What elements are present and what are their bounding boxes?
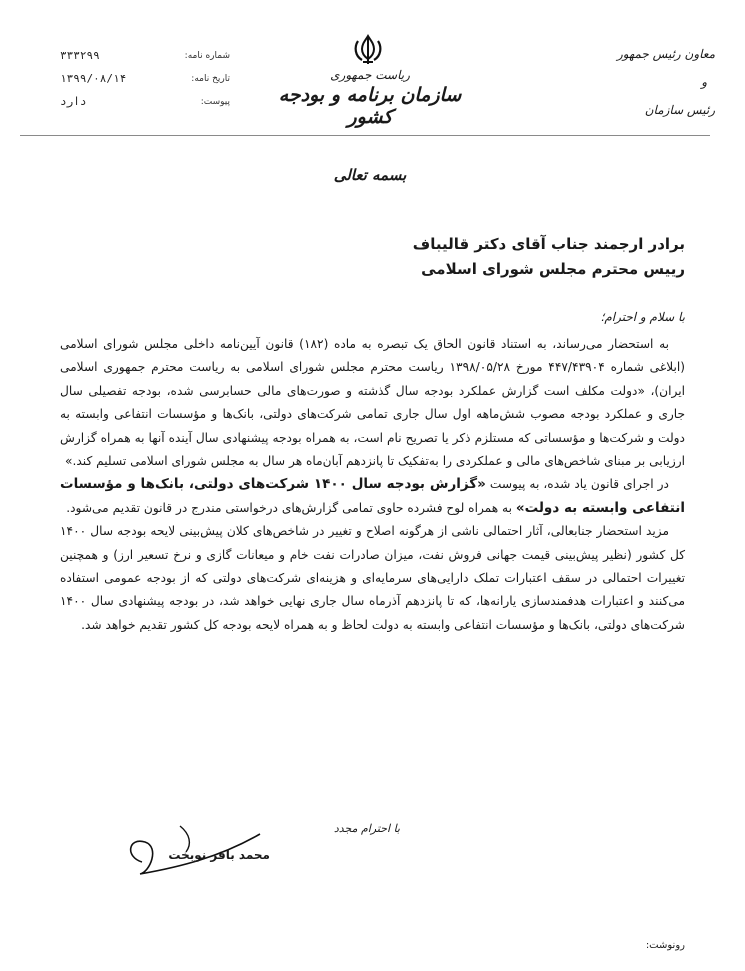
sender-title-amp: و <box>701 75 707 89</box>
addressee-line2: رییس محترم مجلس شورای اسلامی <box>421 260 685 278</box>
letter-date-row <box>60 67 230 90</box>
letter-number-label: شماره نامه: <box>184 50 230 61</box>
body-paragraph-3: مزید استحضار جنابعالی، آثار احتمالی ناشی از هرگونه اصلاح و تغییر در شاخص‌های کلان پیش‌بینی لایحه بودجه سال ۱۴۰۰ کل کشور (نظیر پیش‌بینی قیمت جهانی فروش نفت، میزان صادرات نفت خام و میعانات گازی و نرخ تسعیر ارز) و همچنین تغییرات احتمالی در سقف اعتبارات تملک دارایی‌های سرمایه‌ای و هزینه‌ای شرکت‌های دولتی که از بودجه عمومی استفاده می‌کنند و اعتبارات هدفمندسازی یارانه‌ها، که تا پانزدهم آذرماه سال جاری نهایی خواهد شد، در بودجه پیشنهادی سال ۱۴۰۰ شرکت‌های دولتی، بانک‌ها و مؤسسات انتفاعی وابسته به دولت لحاظ و به همراه لایحه بودجه کل کشور تقدیم خواهد شد. <box>60 524 685 632</box>
body-paragraph-2-end: به همراه لوح فشرده حاوی تمامی گزارش‌های درخواستی مندرج در قانون تقدیم می‌شود. <box>66 500 512 515</box>
sender-title-line2: رئیس سازمان <box>644 103 715 117</box>
emblem-icon <box>351 33 385 67</box>
cc-label: رونوشت: <box>645 940 685 951</box>
salutation: با سلام و احترام؛ <box>600 310 685 324</box>
sender-title <box>595 40 715 124</box>
letter-number-value: ۳۳۳۲۹۹ <box>60 49 100 62</box>
addressee-line1: برادر ارجمند جناب آقای دکتر قالیباف <box>412 235 685 253</box>
report-title: «گزارش بودجه سال ۱۴۰۰ شرکت‌های دولتی، بانک‌ها و مؤسسات انتفاعی وابسته به دولت» <box>60 476 685 516</box>
letter-date-value: ۱۳۹۹/۰۸/۱۴ <box>60 72 127 85</box>
letter-metadata <box>60 44 230 113</box>
body-paragraph-2 <box>60 473 685 520</box>
closing: با احترام مجدد <box>333 822 400 835</box>
sender-title-line1: معاون رئیس جمهور <box>616 47 715 61</box>
letter-attachment-label: پیوست: <box>200 96 230 107</box>
addressee <box>285 232 685 282</box>
letter-number-row <box>60 44 230 67</box>
header-divider <box>20 135 710 136</box>
body-paragraph-2-intro: در اجرای قانون یاد شده، به پیوست <box>489 477 669 492</box>
letter-body <box>60 333 685 637</box>
letter-date-label: تاریخ نامه: <box>191 73 230 84</box>
bismillah: بسمه تعالی <box>333 166 407 184</box>
signer-name: محمد باقر نوبخت <box>168 848 270 862</box>
letter-attachment-row <box>60 90 230 113</box>
body-paragraph-1: به استحضار می‌رساند، به استناد قانون الحاق یک تبصره به ماده (۱۸۲) قانون آیین‌نامه داخلی مجلس شورای اسلامی (ابلاغی شماره ۴۴۷/۴۳۹۰۴ مورخ ۱۳۹۸/۰۵/۲۸ ریاست محترم مجلس شورای اسلامی به ریاست محترم جمهوری اسلامی ایران)، «دولت مکلف است گزارش عملکرد بودجه سال گذشته و صورت‌های مالی حسابرسی شده، بودجه تفصیلی سال جاری و عملکرد بودجه مصوب شش‌ماهه اول سال جاری تمامی شرکت‌های دولتی، بانک‌ها و مؤسسات انتفاعی وابسته به دولت و شرکت‌ها و مؤسساتی که مستلزم ذکر یا تصریح نام است، به همراه بودجه پیشنهادی سال آینده آنها به همراه گزارش ارزیابی بر مبنای شاخص‌های مالی و عملکردی را به‌تفکیک تا پانزدهم آبان‌ماه هر سال به مجلس شورای اسلامی تسلیم کند.» <box>60 337 686 469</box>
letter-attachment-value: دارد <box>60 95 87 108</box>
org-name: سازمان برنامه و بودجه کشور <box>278 84 462 128</box>
org-subtitle: ریاست جمهوری <box>330 68 410 82</box>
